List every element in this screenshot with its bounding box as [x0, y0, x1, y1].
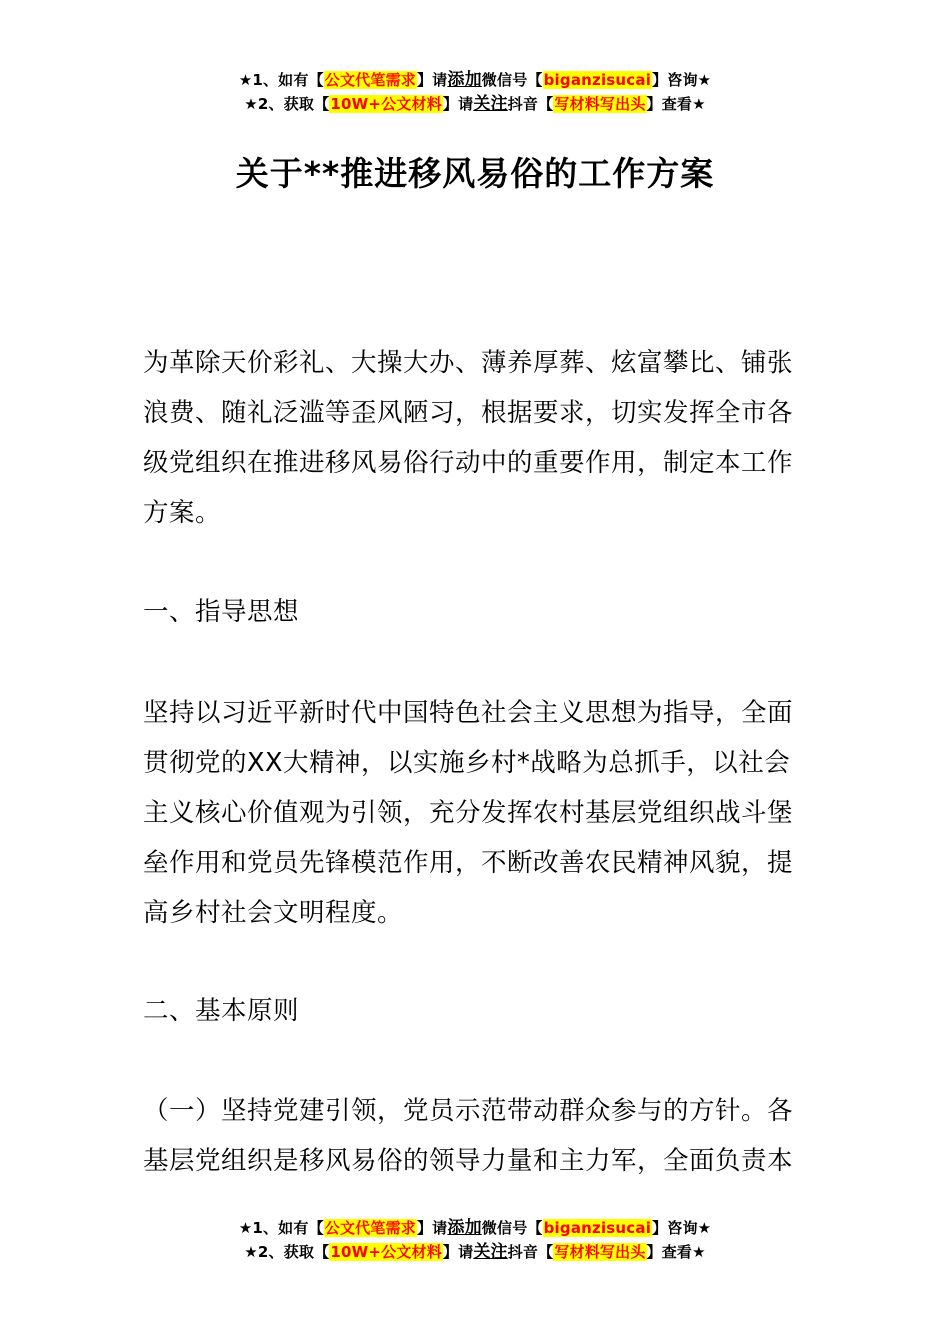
principle-paragraph	[143, 1086, 808, 1186]
banner-text: ★2、获取【	[244, 1243, 330, 1261]
banner-text: 】请	[416, 1219, 448, 1237]
highlight-service: 公文代笔需求	[324, 71, 416, 89]
emphasis-add: 添加	[447, 1218, 482, 1238]
highlight-wechat-id: biganzisucai	[543, 71, 652, 89]
banner-line-1	[0, 68, 950, 92]
emphasis-follow: 关注	[473, 94, 508, 114]
document-title: 关于**推进移风易俗的工作方案	[235, 154, 715, 193]
banner-text: 】请	[442, 95, 474, 113]
emphasis-add: 添加	[447, 70, 482, 90]
intro-text: 为革除天价彩礼、大操大办、薄养厚葬、炫富攀比、铺张浪费、随礼泛滥等歪风陋习，根据要求，切实发挥全市各级党组织在推进移风易俗行动中的重要作用，制定本工作方案。	[143, 348, 794, 528]
banner-text: 抖音【	[507, 1243, 554, 1261]
highlight-materials: 10W+公文材料	[330, 95, 442, 113]
highlight-service: 公文代笔需求	[324, 1219, 416, 1237]
banner-text: 微信号【	[481, 71, 543, 89]
section-heading-1	[143, 587, 808, 637]
heading-text: 一、指导思想	[143, 597, 300, 627]
banner-text: 】咨询★	[652, 71, 712, 89]
banner-text: ★2、获取【	[244, 95, 330, 113]
banner-text: 】查看★	[646, 95, 706, 113]
banner-text: 】查看★	[646, 1243, 706, 1261]
banner-line-2	[0, 1240, 950, 1264]
highlight-wechat-id: biganzisucai	[543, 1219, 652, 1237]
banner-text: 微信号【	[481, 1219, 543, 1237]
paragraph-text: 坚持以习近平新时代中国特色社会主义思想为指导，全面贯彻党的XX大精神，以实施乡村*战略为总抓手，以社会主义核心价值观为引领，充分发挥农村基层党组织战斗堡垒作用和党员先锋模范作用，不断改善农民精神风貌，提高乡村社会文明程度。	[143, 698, 794, 928]
highlight-douyin: 写材料写出头	[554, 1243, 646, 1261]
highlight-materials: 10W+公文材料	[330, 1243, 442, 1261]
intro-paragraph	[143, 338, 808, 538]
banner-text: ★1、如有【	[238, 1219, 324, 1237]
section-heading-2	[143, 986, 808, 1036]
guiding-thought-paragraph	[143, 688, 808, 938]
banner-line-2	[0, 92, 950, 116]
header-banner	[0, 68, 950, 116]
footer-banner	[0, 1216, 950, 1264]
emphasis-follow: 关注	[473, 1242, 508, 1262]
banner-line-1	[0, 1216, 950, 1240]
heading-text: 二、基本原则	[143, 996, 300, 1026]
highlight-douyin: 写材料写出头	[554, 95, 646, 113]
banner-text: ★1、如有【	[238, 71, 324, 89]
banner-text: 抖音【	[507, 95, 554, 113]
banner-text: 】咨询★	[652, 1219, 712, 1237]
paragraph-text: （一）坚持党建引领，党员示范带动群众参与的方针。各基层党组织是移风易俗的领导力量和主力军，全面负责本	[143, 1096, 794, 1176]
banner-text: 】请	[416, 71, 448, 89]
banner-text: 】请	[442, 1243, 474, 1261]
